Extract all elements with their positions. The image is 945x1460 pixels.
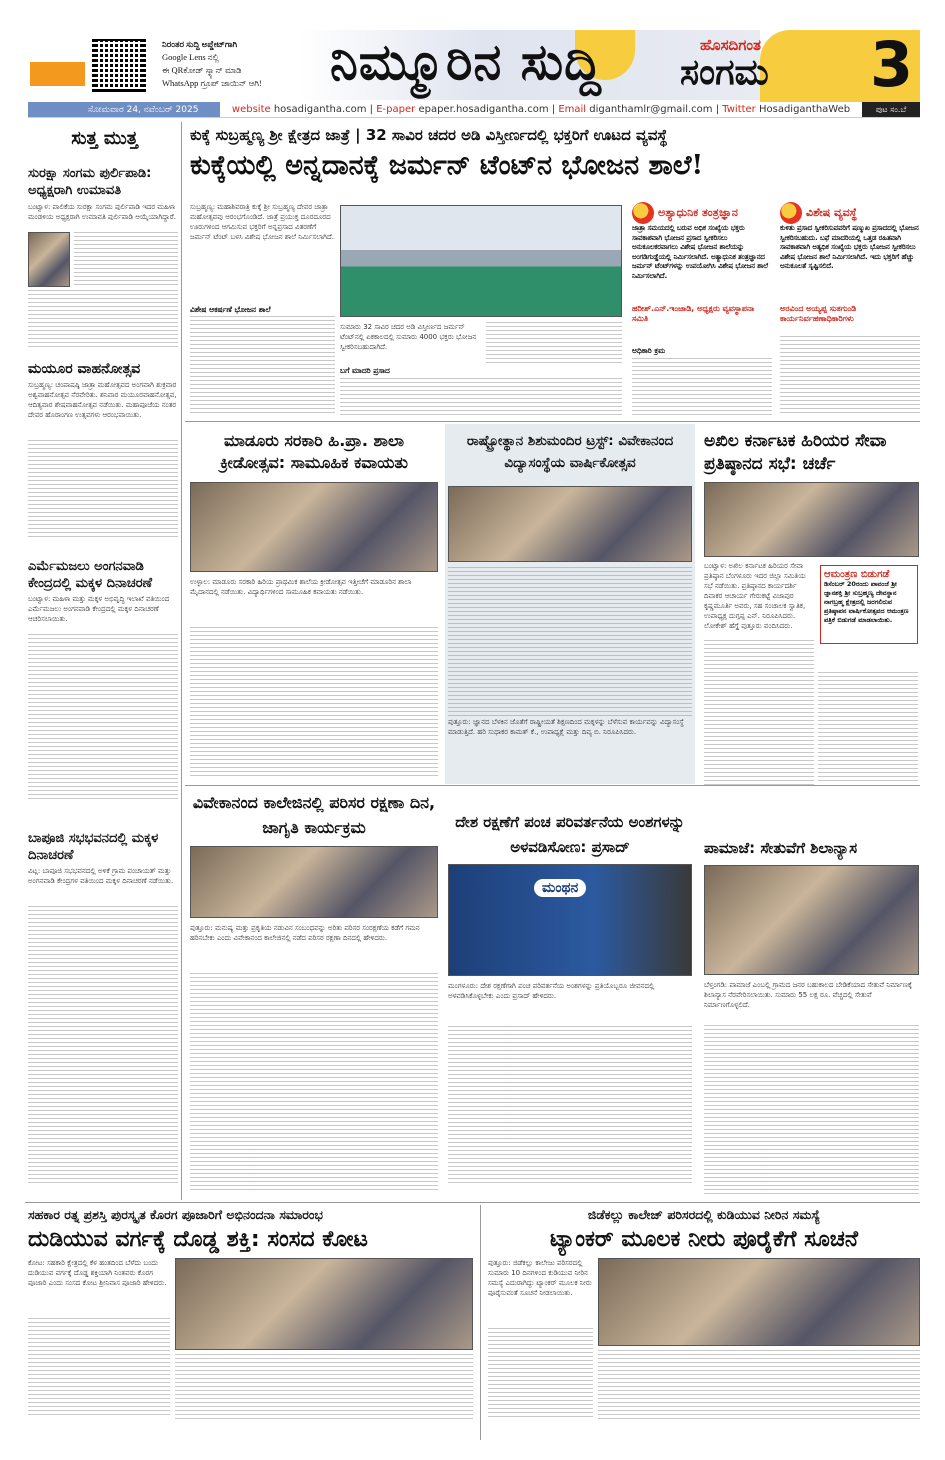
article-photo xyxy=(448,486,692,562)
text-block xyxy=(704,640,814,785)
article-body: ಪುತ್ತೂರು: ಜಿಡೆಕಲ್ಲು ಕಾಲೇಜು ಪರಿಸರದಲ್ಲಿ ಸುಮಾರು 10 ದಿನಗಳಿಂದ ಕುಡಿಯುವ ನೀರಿನ ಸಮಸ್ಯೆ ಎದುರಾಗಿದ್ದು ಟ್ಯಾಂಕರ್ ಮೂಲಕ ನೀರು ಪೂರೈಸುವಂತೆ ಸೂಚನೆ ನೀಡಲಾಯಿತು. xyxy=(488,1259,592,1297)
quote-box xyxy=(632,202,772,324)
article-photo xyxy=(175,1258,473,1350)
article-headline[interactable]: ರಾಷ್ಟ್ರೋತ್ಥಾನ ಶಿಶುಮಂದಿರ ಟ್ರಸ್ಟ್: ವಿವೇಕಾನಂದ ವಿದ್ಯಾಸಂಸ್ಥೆಯ ವಾರ್ಷಿಕೋತ್ಸವ xyxy=(466,433,674,471)
page-number: 3 xyxy=(870,28,914,101)
article-headline[interactable]: ಅಖಿಲ ಕರ್ನಾಟಕ ಹಿರಿಯರ ಸೇವಾ ಪ್ರತಿಷ್ಠಾನದ ಸಭೆ: ಚರ್ಚೆ xyxy=(704,431,887,474)
article-headline[interactable]: ಎರ್ಮೆಮಜಲು ಅಂಗನವಾಡಿ ಕೇಂದ್ರದಲ್ಲಿ ಮಕ್ಕಳ ದಿನಾಚರಣೆ xyxy=(28,559,153,591)
article-body: ಕೋಟ: ಸಹಕಾರಿ ಕ್ಷೇತ್ರದಲ್ಲಿ ಕೆಳ ಹಂತದಿಂದ ಬೆಳೆದು ಬಂದು ದುಡಿಯುವ ವರ್ಗಕ್ಕೆ ದೊಡ್ಡ ಶಕ್ತಿಯಾಗಿ ನಿಂತವರು ಕೊರಗ ಪೂಜಾರಿ ಎಂದು ಸಂಸದ ಕೋಟ ಶ್ರೀನಿವಾಸ ಪೂಜಾರಿ ಹೇಳಿದರು. xyxy=(28,1259,167,1287)
text-block xyxy=(28,906,178,1186)
epaper-link[interactable]: epaper.hosadigantha.com xyxy=(418,104,549,115)
info-bar xyxy=(28,102,920,118)
article-headline[interactable]: ಮಯೂರ ವಾಹನೋತ್ಸವ xyxy=(28,361,141,377)
website-link[interactable]: hosadigantha.com xyxy=(273,104,367,115)
supplement-name: ಸಂಗಮ xyxy=(680,52,769,93)
quote-icon xyxy=(780,202,802,224)
article-photo xyxy=(598,1258,920,1346)
text-block xyxy=(190,316,335,416)
email-label: Email xyxy=(558,104,587,115)
article xyxy=(190,790,438,1193)
article-headline[interactable]: ವಿವೇಕಾನಂದ ಕಾಲೇಜಿನಲ್ಲಿ ಪರಿಸರ ರಕ್ಷಣಾ ದಿನ, ಜಾಗೃತಿ ಕಾರ್ಯಕ್ರಮ xyxy=(192,793,436,837)
contact-links: website hosadigantha.com | E-paper epaper.hosadigantha.com | Email diganthamlr@gmail.com | Twitter HosadiganthaWeb xyxy=(231,104,851,115)
article-photo xyxy=(704,865,919,975)
qr-line: WhatsApp ಗ್ರೂಪ್ ಜಾಯಿನ್ ಆಗಿ! xyxy=(162,78,262,88)
article-body: ಬಂಟ್ವಾಳ: ಮಹಿಳಾ ಮತ್ತು ಮಕ್ಕಳ ಅಭಿವೃದ್ಧಿ ಇಲಾಖೆ ವತಿಯಿಂದ ಎರ್ಮೆಮಜಲು ಅಂಗನವಾಡಿ ಕೇಂದ್ರದಲ್ಲಿ ಮಕ್ಕಳ ದಿನಾಚರಣೆ ಆಚರಿಸಲಾಯಿತು. xyxy=(28,595,170,623)
article xyxy=(28,830,178,1186)
article-body: ಉಳ್ಳಾಲ: ಮಾಡೂರು ಸರಕಾರಿ ಹಿರಿಯ ಪ್ರಾಥಮಿಕ ಶಾಲೆಯ ಕ್ರೀಡೋತ್ಸವ ಇತ್ತೀಚೆಗೆ ಮಾಡೂರಿನ ಶಾಲಾ ಮೈದಾನದಲ್ಲಿ ನಡೆಯಿತು. ವಿದ್ಯಾರ್ಥಿಗಳಿಂದ ಸಾಮೂಹಿಕ ಕವಾಯತು ನಡೆಯಿತು. xyxy=(190,578,412,596)
text-block xyxy=(448,1026,692,1186)
lead-kicker: ಕುಕ್ಕೆ ಸುಬ್ರಹ್ಮಣ್ಯ ಶ್ರೀ ಕ್ಷೇತ್ರದ ಜಾತ್ರೆ | 32 ಸಾವಿರ ಚದರ ಅಡಿ ವಿಸ್ತೀರ್ಣದಲ್ಲಿ ಭಕ್ತರಿಗೆ ಊಟದ ವ್ಯವಸ್ಥೆ xyxy=(190,126,668,144)
quote-body: ಕುಳಿತು ಪ್ರಸಾದ ಸ್ವೀಕರಿಸುವವರಿಗೆ ಷಣ್ಮುಖ ಪ್ರಸಾದದಲ್ಲಿ ಭೋಜನ ಸ್ವೀಕರಿಸಬಹುದು. ಬಫೆ ಮಾದರಿಯಲ್ಲಿ ಒತ್ತಡ ರಹಿತವಾಗಿ ಸಾವಕಾಶವಾಗಿ ಅತ್ಯಧಿಕ ಸಂಖ್ಯೆಯ ಭಕ್ತರು ಭೋಜನ ಸ್ವೀಕರಿಸಲು ವಿಶೇಷ ಭೋಜನ ಶಾಲೆ ನಿರ್ಮಿಸಲಾಗಿದೆ. ಇದು ಭಕ್ತರಿಗೆ ಹೆಚ್ಚು ಅನುಕೂಲತೆ ಸೃಷ್ಟಿಸಲಿದೆ. xyxy=(780,224,919,270)
qr-instructions xyxy=(162,38,287,90)
article-body: ವಿಟ್ಲ: ಬಾಪೂಜಿ ಸಭಭವನದಲ್ಲಿ ಅಳಿಕೆ ಗ್ರಾಮ ಪಂಚಾಯತ್ ಮತ್ತು ಅಂಗನವಾಡಿ ಕೇಂದ್ರಗಳ ವತಿಯಿಂದ ಮಕ್ಕಳ ದಿನಾಚರಣೆ ನಡೆಯಿತು. xyxy=(28,867,174,885)
article-headline[interactable]: ದುಡಿಯುವ ವರ್ಗಕ್ಕೆ ದೊಡ್ಡ ಶಕ್ತಿ: ಸಂಸದ ಕೋಟ xyxy=(28,1227,368,1252)
qr-line: ನಿರಂತರ ಸುದ್ದಿ ಅಪ್ಡೇಟ್‌ಗಾಗಿ xyxy=(162,39,238,49)
qr-line: ಈ QRಕೋಡ್ ಸ್ಕ್ಯಾನ್ ಮಾಡಿ xyxy=(162,65,242,75)
article xyxy=(704,836,919,1195)
page-label: ಪುಟ ಸಂ.ಬೆ xyxy=(862,102,920,117)
portrait-photo xyxy=(28,232,70,287)
text-block xyxy=(28,290,178,350)
text-block xyxy=(175,1354,473,1422)
article-headline[interactable]: ದೇಶ ರಕ್ಷಣೆಗೆ ಪಂಚ ಪರಿವರ್ತನೆಯ ಅಂಶಗಳನ್ನು ಅಳವಡಿಸೋಣ: ಪ್ರಸಾದ್ xyxy=(455,813,685,856)
invitation-box xyxy=(820,565,918,644)
quote-title: ಅತ್ಯಾಧುನಿಕ ತಂತ್ರಜ್ಞಾನ xyxy=(658,206,738,219)
article-headline[interactable]: ಬಾಪೂಜಿ ಸಭಭವನದಲ್ಲಿ ಮಕ್ಕಳ ದಿನಾಚರಣೆ xyxy=(28,831,159,863)
article xyxy=(448,430,692,767)
text-block xyxy=(28,634,178,799)
column-divider xyxy=(181,122,182,1200)
date: ಸೋಮವಾರ 24, ನವೆಂಬರ್ 2025 xyxy=(28,102,220,117)
text-block xyxy=(190,973,438,1193)
divider xyxy=(185,785,920,786)
article xyxy=(488,1207,920,1422)
tent-photo xyxy=(340,205,622,317)
newspaper-logo: ಹೊಸದಿಗಂತ xyxy=(700,36,761,54)
article xyxy=(28,165,178,350)
twitter-label: Twitter xyxy=(722,104,756,115)
quote-attribution: ಅರವಿಂದ ಅಯ್ಯಪ್ಪ ಸುತಗುಂಡಿ ಕಾರ್ಯನಿರ್ವಹಣಾಧಿಕಾರಿಗಳು xyxy=(780,304,857,323)
article-headline[interactable]: ಟ್ಯಾಂಕರ್ ಮೂಲಕ ನೀರು ಪೂರೈಕೆಗೆ ಸೂಚನೆ xyxy=(550,1227,858,1252)
text-block xyxy=(632,358,772,416)
quote-body: ಜಾತ್ರಾ ಸಮಯದಲ್ಲಿ ಬರುವ ಅಧಿಕ ಸಂಖ್ಯೆಯ ಭಕ್ತರು ಸಾವಕಾಶವಾಗಿ ಭೋಜನ ಪ್ರಸಾದ ಸ್ವೀಕರಿಸಲು ಅನುಕೂಲಕರವಾಗಲು ವಿಶೇಷ ಭೋಜನ ಶಾಲೆಯನ್ನು ಅಂಗಡಿಗುಡ್ಡೆಯಲ್ಲಿ ನಿರ್ಮಿಸಲಾಗಿದೆ. ಅತ್ಯಾಧುನಿಕ ತಂತ್ರಜ್ಞಾನದ ಜರ್ಮನ್ ಟೆಂಟ್‌ಗಳನ್ನು ಉಪಯೋಗಿಸಿ ವಿಶೇಷ ಭೋಜನ ಶಾಲೆ ನಿರ್ಮಿಸಲಾಗಿದೆ. xyxy=(632,224,769,280)
lead-body: ಸುಬ್ರಹ್ಮಣ್ಯ: ಮಹಾಶಿವರಾತ್ರಿ ಕುಕ್ಕೆ ಶ್ರೀ ಸುಬ್ರಹ್ಮಣ್ಯ ದೇವರ ಜಾತ್ರಾ ಮಹೋತ್ಸವವು ಆರಂಭಗೊಂಡಿದೆ. ಜಾತ್ರೆ ಪ್ರಯುಕ್ತ ದೂರದೂರದ ಊರುಗಳಿಂದ ಆಗಮಿಸುವ ಭಕ್ತರಿಗೆ ಅನ್ನಪ್ರಸಾದ ವಿತರಣೆಗೆ ಜರ್ಮನ್ ಟೆಂಟ್ ಬಳಸಿ ವಿಶೇಷ ಭೋಜನ ಶಾಲೆ ನಿರ್ಮಿಸಲಾಗಿದೆ. xyxy=(190,203,335,241)
lead-subhead: ಬಗೆ ಮಾದರಿ ಪ್ರಸಾದ xyxy=(340,366,390,375)
article-body: ಬೆಳ್ತಂಗಡಿ: ಪಾಮಾಜೆ ಎಂಬಲ್ಲಿ ಗ್ರಾಮದ ಜನರ ಬಹುಕಾಲದ ಬೇಡಿಕೆಯಾದ ಸೇತುವೆ ನಿರ್ಮಾಣಕ್ಕೆ ಶಿಲಾನ್ಯಾಸ ನೆರವೇರಿಸಲಾಯಿತು. ಸುಮಾರು 55 ಲಕ್ಷ ರೂ. ವೆಚ್ಚದಲ್ಲಿ ಸೇತುವೆ ನಿರ್ಮಾಣಗೊಳ್ಳಲಿದೆ. xyxy=(704,981,912,1009)
article-headline[interactable]: ಮಾಡೂರು ಸರಕಾರಿ ಹಿ.ಪ್ರಾ. ಶಾಲಾ ಕ್ರೀಡೋತ್ಸವ: ಸಾಮೂಹಿಕ ಕವಾಯತು xyxy=(220,431,408,472)
article-body: ಮಂಗಳೂರು: ದೇಶ ರಕ್ಷಣೆಗಾಗಿ ಪಂಚ ಪರಿವರ್ತನೆಯ ಅಂಶಗಳನ್ನು ಪ್ರತಿಯೊಬ್ಬರೂ ಜೀವನದಲ್ಲಿ ಅಳವಡಿಸಿಕೊಳ್ಳಬೇಕು ಎಂದು ಪ್ರಸಾದ್ ಹೇಳಿದರು. xyxy=(448,982,655,1000)
article xyxy=(28,360,178,540)
divider xyxy=(25,1202,920,1203)
box-title: ಆಮಂತ್ರಣ ಬಿಡುಗಡೆ xyxy=(824,569,890,580)
article-kicker: ಜಿಡೆಕಲ್ಲು ಕಾಲೇಜ್ ಪರಿಸರದಲ್ಲಿ ಕುಡಿಯುವ ನೀರಿನ ಸಮಸ್ಯೆ xyxy=(587,1207,821,1222)
banner-text: ಮಂಥನ xyxy=(534,879,586,897)
event-photo xyxy=(448,864,692,976)
article-photo xyxy=(190,846,438,918)
divider xyxy=(185,421,920,422)
section-header: ಸುತ್ತ ಮುತ್ತ xyxy=(71,128,138,149)
text-block xyxy=(780,336,920,416)
article-headline[interactable]: ಸುರಕ್ಷಾ ಸಂಗಮ ಪುರ್ಲಿಪಾಡಿ: ಅಧ್ಯಕ್ಷರಾಗಿ ಉಮಾವತಿ xyxy=(28,166,152,198)
article xyxy=(190,430,438,777)
quote-attribution: ಹರೀಶ್.ಎನ್.ಇಂಜಾಡಿ, ಅಧ್ಯಕ್ಷರು ವ್ಯವಸ್ಥಾಪನಾ ಸಮಿತಿ xyxy=(632,304,755,323)
text-block xyxy=(488,1328,593,1418)
article-body: ಬಂಟ್ವಾಳ: ಪಾಲಿಕೆಯ ಸುರಕ್ಷಾ ಸಂಗಮ ಪುರ್ಲಿಪಾಡಿ ಇದರ ಮಹಿಳಾ ಮಂಡಳಿಯ ಅಧ್ಯಕ್ಷರಾಗಿ ಉಮಾವತಿ ಪುರ್ಲಿಪಾಡಿ ಆಯ್ಕೆಯಾಗಿದ್ದಾರೆ. xyxy=(28,203,176,221)
article-body: ಪುತ್ತೂರು: ಜ್ಞಾನದ ಬೆಳಕಿನ ಜೊತೆಗೆ ರಾಷ್ಟ್ರೀಯತೆ ಶಿಕ್ಷಣದಿಂದ ಮಕ್ಕಳನ್ನು ಬೆಳೆಸುವ ಕಾರ್ಯವನ್ನು ವಿದ್ಯಾಸಂಸ್ಥೆ ಮಾಡುತ್ತಿದೆ. ಹರಿ ಸುಧಾಕರ ಕಾಮತ್ ಕೆ., ಉಪಾಧ್ಯಕ್ಷೆ ಮತ್ತು ದಿವ್ಯ ಬಿ. ನಿರೂಪಿಸಿದರು. xyxy=(448,718,684,736)
text-block xyxy=(486,322,622,366)
email-link[interactable]: diganthamlr@gmail.com xyxy=(589,104,713,115)
text-block xyxy=(28,1318,170,1418)
qr-code[interactable] xyxy=(92,38,146,92)
box-body: ಡಿಸೆಂಬರ್ 20ರಂದು ಪಾವಂಜೆ ಶ್ರೀ ಜ್ಞಾನಶಕ್ತಿ ಶ್ರೀ ಸುಬ್ರಹ್ಮಣ್ಯ ದೇವಸ್ಥಾನ ನಾಗಬ್ರಹ್ಮ ಕ್ಷೇತ್ರದಲ್ಲಿ ಜರಗಲಿರುವ ಪ್ರತಿಷ್ಠಾಪನ ವಾರ್ಷಿಕೋತ್ಸವದ ಆಮಂತ್ರಣ ಪತ್ರಿಕೆ ಬಿಡುಗಡೆ ಮಾಡಲಾಯಿತು. xyxy=(824,580,909,624)
text-block xyxy=(74,232,178,287)
column-divider xyxy=(480,1205,481,1440)
lead-body-2: ಸುಮಾರು 32 ಸಾವಿರ ಚದರ ಅಡಿ ವಿಸ್ತೀರ್ಣದ ಜರ್ಮನ್ ಟೆಂಟ್‌ನಲ್ಲಿ ಏಕಕಾಲದಲ್ಲಿ ಸುಮಾರು 4000 ಭಕ್ತರು ಭೋಜನ ಸ್ವೀಕರಿಸಬಹುದಾಗಿದೆ. xyxy=(340,323,477,351)
text-block xyxy=(448,567,692,717)
article-photo xyxy=(190,482,438,572)
article xyxy=(28,558,178,799)
article xyxy=(448,810,692,1186)
text-block xyxy=(28,440,178,540)
brand-stripe xyxy=(30,62,85,86)
text-block xyxy=(598,1350,920,1422)
article-body: ಪುತ್ತೂರು: ಮನುಷ್ಯ ಮತ್ತು ಪ್ರಕೃತಿಯ ನಡುವಿನ ಸಂಬಂಧವನ್ನು ಅರಿತು ಪರಿಸರ ಸಂರಕ್ಷಣೆಯ ಕಡೆಗೆ ಗಮನ ಹರಿಸಬೇಕು ಎಂದು ವಿವೇಕಾನಂದ ಕಾಲೇಜಿನಲ್ಲಿ ನಡೆದ ಪರಿಸರ ರಕ್ಷಣಾ ದಿನದಲ್ಲಿ ಹೇಳಿದರು. xyxy=(190,924,420,942)
epaper-label: E-paper xyxy=(376,104,416,115)
text-block xyxy=(340,378,622,416)
article-headline[interactable]: ಪಾಮಾಜೆ: ಸೇತುವೆಗೆ ಶಿಲಾನ್ಯಾಸ xyxy=(704,839,858,857)
quote-title: ವಿಶೇಷ ವ್ಯವಸ್ಥೆ xyxy=(806,206,858,219)
lead-subhead: ವಿಶೇಷ ಆಕರ್ಷಣೆ ಭೋಜನ ಶಾಲೆ xyxy=(190,305,271,314)
quote-box xyxy=(780,202,920,324)
article xyxy=(28,1207,473,1422)
lead-subhead: ಅಧಿಕಾರಿ ಕ್ರಮ xyxy=(632,346,666,355)
qr-line: Google Lens ನಲ್ಲಿ xyxy=(162,52,219,62)
text-block xyxy=(818,672,918,782)
text-block xyxy=(190,627,438,777)
website-label: website xyxy=(231,104,271,115)
text-block xyxy=(704,1025,919,1195)
section-title: ನಿಮ್ಮೂರಿನ ಸುದ್ದಿ xyxy=(330,32,602,91)
lead-headline[interactable]: ಕುಕ್ಕೆಯಲ್ಲಿ ಅನ್ನದಾನಕ್ಕೆ ಜರ್ಮನ್ ಟೆಂಟ್‌ನ ಭೋಜನ ಶಾಲೆ! xyxy=(190,150,704,181)
quote-icon xyxy=(632,202,654,224)
article-kicker: ಸಹಕಾರ ರತ್ನ ಪ್ರಶಸ್ತಿ ಪುರಸ್ಕೃತ ಕೊರಗ ಪೂಜಾರಿಗೆ ಅಭಿನಂದನಾ ಸಮಾರಂಭ xyxy=(28,1207,323,1222)
article-body: ಬಂಟ್ವಾಳ: ಅಖಿಲ ಕರ್ನಾಟಕ ಹಿರಿಯರ ಸೇವಾ ಪ್ರತಿಷ್ಠಾನ ಬೆಂಗಳೂರು ಇದರ ಜಿಲ್ಲಾ ಸಮಿತಿಯ ಸಭೆ ನಡೆಯಿತು. ಪ್ರತಿಷ್ಠಾನದ ಕಾರ್ಯದರ್ಶಿ ದಿವಾಕರ ಆಚಾರ್ಯ ಗೇರುಕಟ್ಟೆ ವಿಜಾಪುರ ಕೃಷ್ಣಮೂರ್ತಿ ಅವರು, ಸಹ ಸಂಚಾಲಕ ಸ್ವಾತಿಕ, ಉಪಾಧ್ಯಕ್ಷ ದುಗ್ಗಪ್ಪ ಎನ್. ನಿರೂಪಿಸಿದರು. ಲೋಕೇಶ್ ಹೆಗ್ಡೆ ಪುತ್ತೂರು ವಂದಿಸಿದರು. xyxy=(704,562,806,630)
article-photo xyxy=(704,482,919,557)
twitter-link[interactable]: HosadiganthaWeb xyxy=(758,104,851,115)
article-body: ಸುಬ್ರಹ್ಮಣ್ಯ: ಚಂಪಾಷಷ್ಠಿ ಜಾತ್ರಾ ಮಹೋತ್ಸವದ ಅಂಗವಾಗಿ ಶುಕ್ರವಾರ ಅಶ್ವವಾಹನೋತ್ಸವ ನೆರವೇರಿತು. ಶನಿವಾರ ಮಯೂರವಾಹನೋತ್ಸವ, ಆದಿತ್ಯವಾರ ಶೇಷವಾಹನೋತ್ಸವ ನಡೆಯಿತು. ಮಹಾಪೂಜೆಯ ನಂತರ ದೇವರ ಹೊರಾಂಗಣ ಉತ್ಸವಗಳು ಆರಂಭವಾಯಿತು. xyxy=(28,381,177,419)
